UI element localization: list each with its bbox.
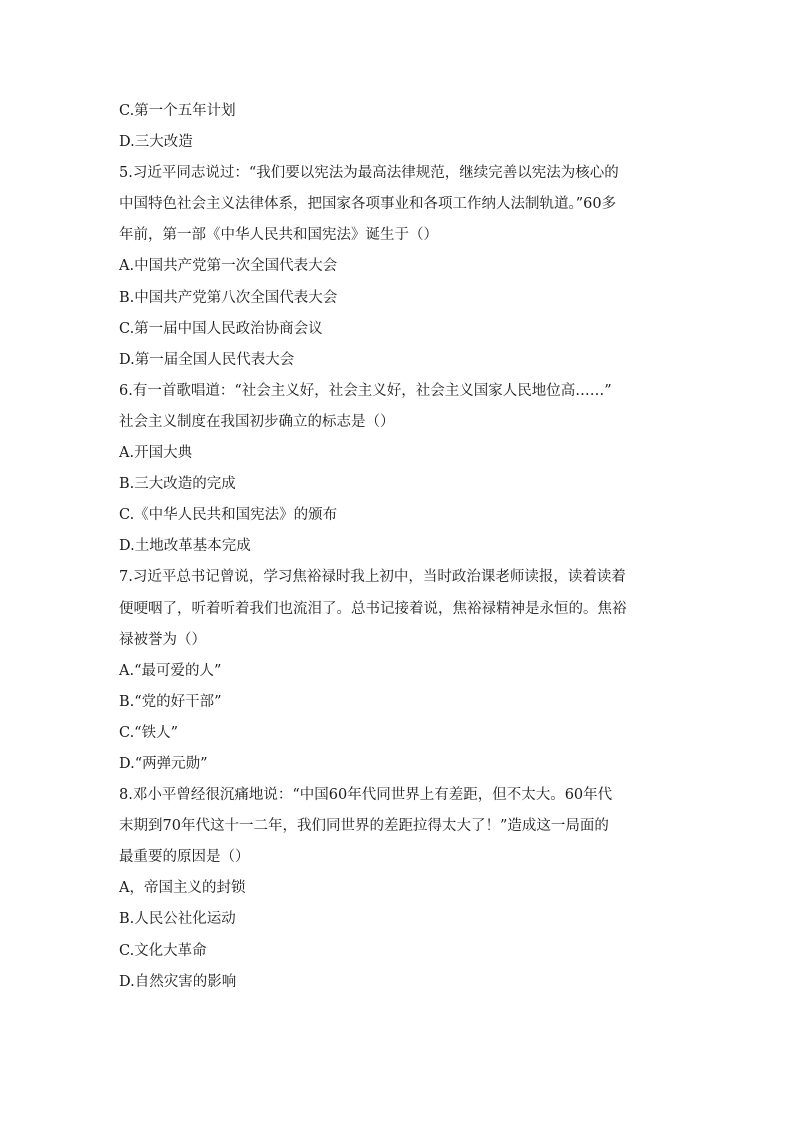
question-8-line-3: 最重要的原因是（）: [119, 849, 250, 866]
question-text-block: [119, 96, 679, 998]
option-d-q4: D.三大改造: [119, 134, 193, 151]
option-b-q5: B.中国共产党第八次全国代表大会: [119, 289, 338, 306]
question-7-line-1: 7.习近平总书记曾说，学习焦裕禄时我上初中，当时政治课老师读报，读着读着: [119, 569, 626, 586]
option-d-q5: D.第一届全国人民代表大会: [119, 351, 295, 368]
option-a-q6: A.开国大典: [119, 445, 193, 462]
option-d-q6: D.土地改革基本完成: [119, 538, 251, 555]
option-d-q8: D.自然灾害的影响: [119, 973, 237, 990]
option-c-q7: C.“铁人”: [119, 724, 179, 741]
option-a-q5: A.中国共产党第一次全国代表大会: [119, 258, 338, 275]
question-6-line-2: 社会主义制度在我国初步确立的标志是（）: [119, 413, 395, 430]
question-7-line-2: 便哽咽了，听着听着我们也流泪了。总书记接着说，焦裕禄精神是永恒的。焦裕: [119, 600, 627, 617]
question-6-line-1: 6.有一首歌唱道：“社会主义好，社会主义好，社会主义国家人民地位高……”: [119, 382, 612, 399]
option-d-q7: D.“两弹元勋”: [119, 755, 208, 772]
option-b-q8: B.人民公社化运动: [119, 911, 236, 928]
question-5-line-3: 年前，第一部《中华人民共和国宪法》诞生于（）: [119, 227, 438, 244]
option-c-q6: C.《中华人民共和国宪法》的颁布: [119, 507, 338, 524]
option-b-q6: B.三大改造的完成: [119, 476, 236, 493]
question-8-line-1: 8.邓小平曾经很沉痛地说：“中国60年代同世界上有差距，但不太大。60年代: [119, 787, 613, 804]
option-c-q4: C.第一个五年计划: [119, 103, 236, 119]
option-c-q8: C.文化大革命: [119, 942, 207, 959]
question-7-line-3: 禄被誉为（）: [119, 631, 206, 648]
option-c-q5: C.第一届中国人民政治协商会议: [119, 320, 323, 337]
option-a-q8: A，帝国主义的封锁: [119, 880, 246, 897]
question-8-line-2: 末期到70年代这十一二年，我们同世界的差距拉得太大了！”造成这一局面的: [119, 818, 609, 835]
question-5-line-2: 中国特色社会主义法律体系，把国家各项事业和各项工作纳人法制轨道。”60多: [119, 196, 617, 213]
question-5-line-1: 5.习近平同志说过：“我们要以宪法为最高法律规范，继续完善以宪法为核心的: [119, 165, 619, 182]
option-b-q7: B.“党的好干部”: [119, 693, 222, 710]
option-a-q7: A.“最可爱的人”: [119, 662, 222, 679]
